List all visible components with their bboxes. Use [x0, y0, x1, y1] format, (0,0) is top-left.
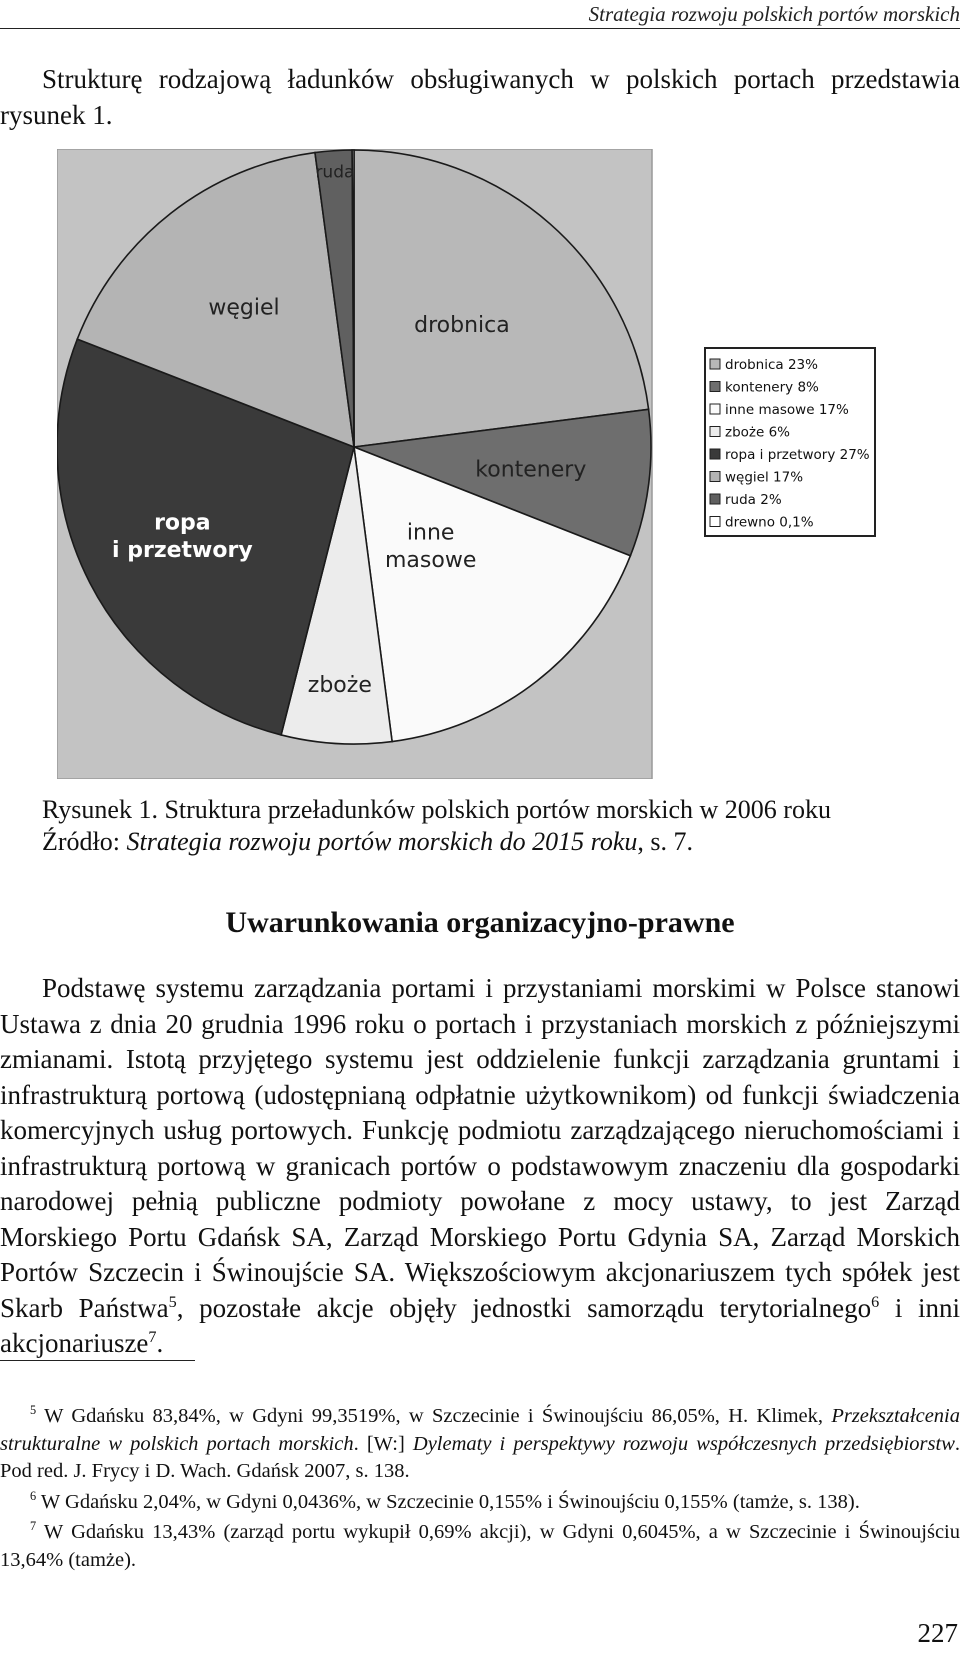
body-text-b: , pozostałe akcje objęły jednostki samorządu terytorialnego [176, 1292, 872, 1323]
legend-entry: węgiel 17% [725, 469, 804, 486]
slice-label-inne-masowe: inne masowe [385, 520, 477, 573]
footnote-5 [0, 1403, 960, 1486]
footnote-number: 6 [30, 1488, 37, 1503]
legend-entry: drewno 0,1% [725, 514, 814, 531]
footnote-7 [0, 1519, 960, 1574]
page-number: 227 [917, 1618, 958, 1648]
footnote-ref-6[interactable]: 6 [871, 1292, 880, 1311]
legend-swatch [710, 517, 720, 527]
section-heading: Uwarunkowania organizacyjno-prawne [225, 906, 735, 939]
source-title: Strategia rozwoju portów morskich do 2015 roku [126, 827, 638, 856]
source-prefix: Źródło: [42, 827, 127, 856]
legend-swatch [710, 494, 720, 504]
intro-text: Strukturę rodzajową ładunków obsługiwanych w polskich portach przedstawia rysunek 1. [0, 64, 960, 130]
slice-label-ruda: ruda [315, 162, 355, 183]
footnote-6 [0, 1489, 960, 1517]
legend-swatch [710, 449, 720, 459]
slice-label-zbo-e: zboże [307, 672, 372, 698]
legend-swatch [710, 427, 720, 437]
footnote-text: W Gdańsku 83,84%, w Gdyni 99,3519%, w Szczecinie i Świnoujściu 86,05%, H. Klimek, [36, 1405, 832, 1427]
intro-paragraph [0, 62, 960, 133]
body-text-d: . [156, 1328, 164, 1358]
footnote-ref-7[interactable]: 7 [148, 1328, 157, 1346]
legend-entry: ropa i przetwory 27% [725, 447, 870, 463]
slice-label-w-giel: węgiel [208, 295, 280, 321]
pie-chart-svg [57, 149, 927, 779]
footnote-text: W Gdańsku 13,43% (zarząd portu wykupił 0,69% akcji), w Gdyni 0,6045%, a w Szczecinie i Świnoujściu 13,64% (tamże). [0, 1521, 960, 1571]
figure-source [42, 826, 960, 858]
footnote-text: W Gdańsku 2,04%, w Gdyni 0,0436%, w Szczecinie 0,155% i Świnoujściu 0,155% (tamże, s. 138). [36, 1490, 860, 1513]
footnote-text: . Pod red. J. Frycy i D. Wach. Gdańsk 2007, s. 138. [0, 1432, 960, 1482]
figure-caption [42, 794, 960, 858]
slice-label-ropa-i-przetwory: ropa i przetwory [112, 510, 253, 563]
source-suffix: , s. 7. [637, 827, 693, 856]
header-rule [0, 28, 960, 29]
footnote-ref-5[interactable]: 5 [168, 1292, 177, 1311]
footnote-title: Przekształcenia strukturalne w polskich portach morskich [0, 1405, 960, 1455]
legend-entry: drobnica 23% [725, 357, 818, 373]
legend-entry: kontenery 8% [725, 379, 819, 396]
footnote-number: 5 [30, 1403, 37, 1418]
running-head: Strategia rozwoju polskich portów morskich [588, 2, 960, 26]
figure-title: Rysunek 1. Struktura przeładunków polskich portów morskich w 2006 roku [42, 795, 831, 824]
body-text-c: i inni akcjonariusze [0, 1292, 960, 1358]
legend-swatch [710, 382, 720, 392]
body-paragraph [0, 971, 960, 1362]
footnote-title: Dylematy i perspektywy rozwoju współczesnych przedsiębiorstw [412, 1432, 955, 1455]
footnotes [0, 1403, 960, 1577]
footnote-text: . [W:] [353, 1432, 413, 1455]
legend-entry: inne masowe 17% [725, 402, 849, 418]
body-text-a: Podstawę systemu zarządzania portami i przystaniami morskimi w Polsce stanowi Ustawa z dnia 20 grudnia 1996 roku o portach i przystaniach morskich z późniejszymi zmianami. Istotą przyjętego systemu jest oddzielenie funkcji zarządzania gruntami i infrastrukturą portową (udostępnianą odpłatnie użytkownikom) od funkcji świadczenia komercyjnych usług portowych. Funkcję podmiotu zarządzającego nieruchomościami i infrastrukturą portową w granicach portów o podstawowym znaczeniu dla gospodarki narodowej pełnią publiczne podmioty powołane z mocy ustawy, to jest Zarząd Morskiego Portu Gdańsk SA, Zarząd Morskiego Portu Gdynia SA, Zarząd Morskich Portów Szczecin i Świnoujście SA. Większościowym akcjonariuszem tych spółek jest Skarb Państwa [0, 973, 960, 1323]
legend-entry: ruda 2% [725, 492, 782, 508]
legend-swatch [710, 472, 720, 482]
pie-chart [57, 149, 927, 779]
legend-entry: zboże 6% [725, 424, 791, 441]
slice-label-kontenery: kontenery [475, 457, 587, 483]
legend-swatch [710, 359, 720, 369]
footnote-number: 7 [30, 1519, 37, 1534]
legend-swatch [710, 404, 720, 414]
slice-label-drobnica: drobnica [414, 313, 510, 339]
footnote-rule [0, 1360, 195, 1361]
